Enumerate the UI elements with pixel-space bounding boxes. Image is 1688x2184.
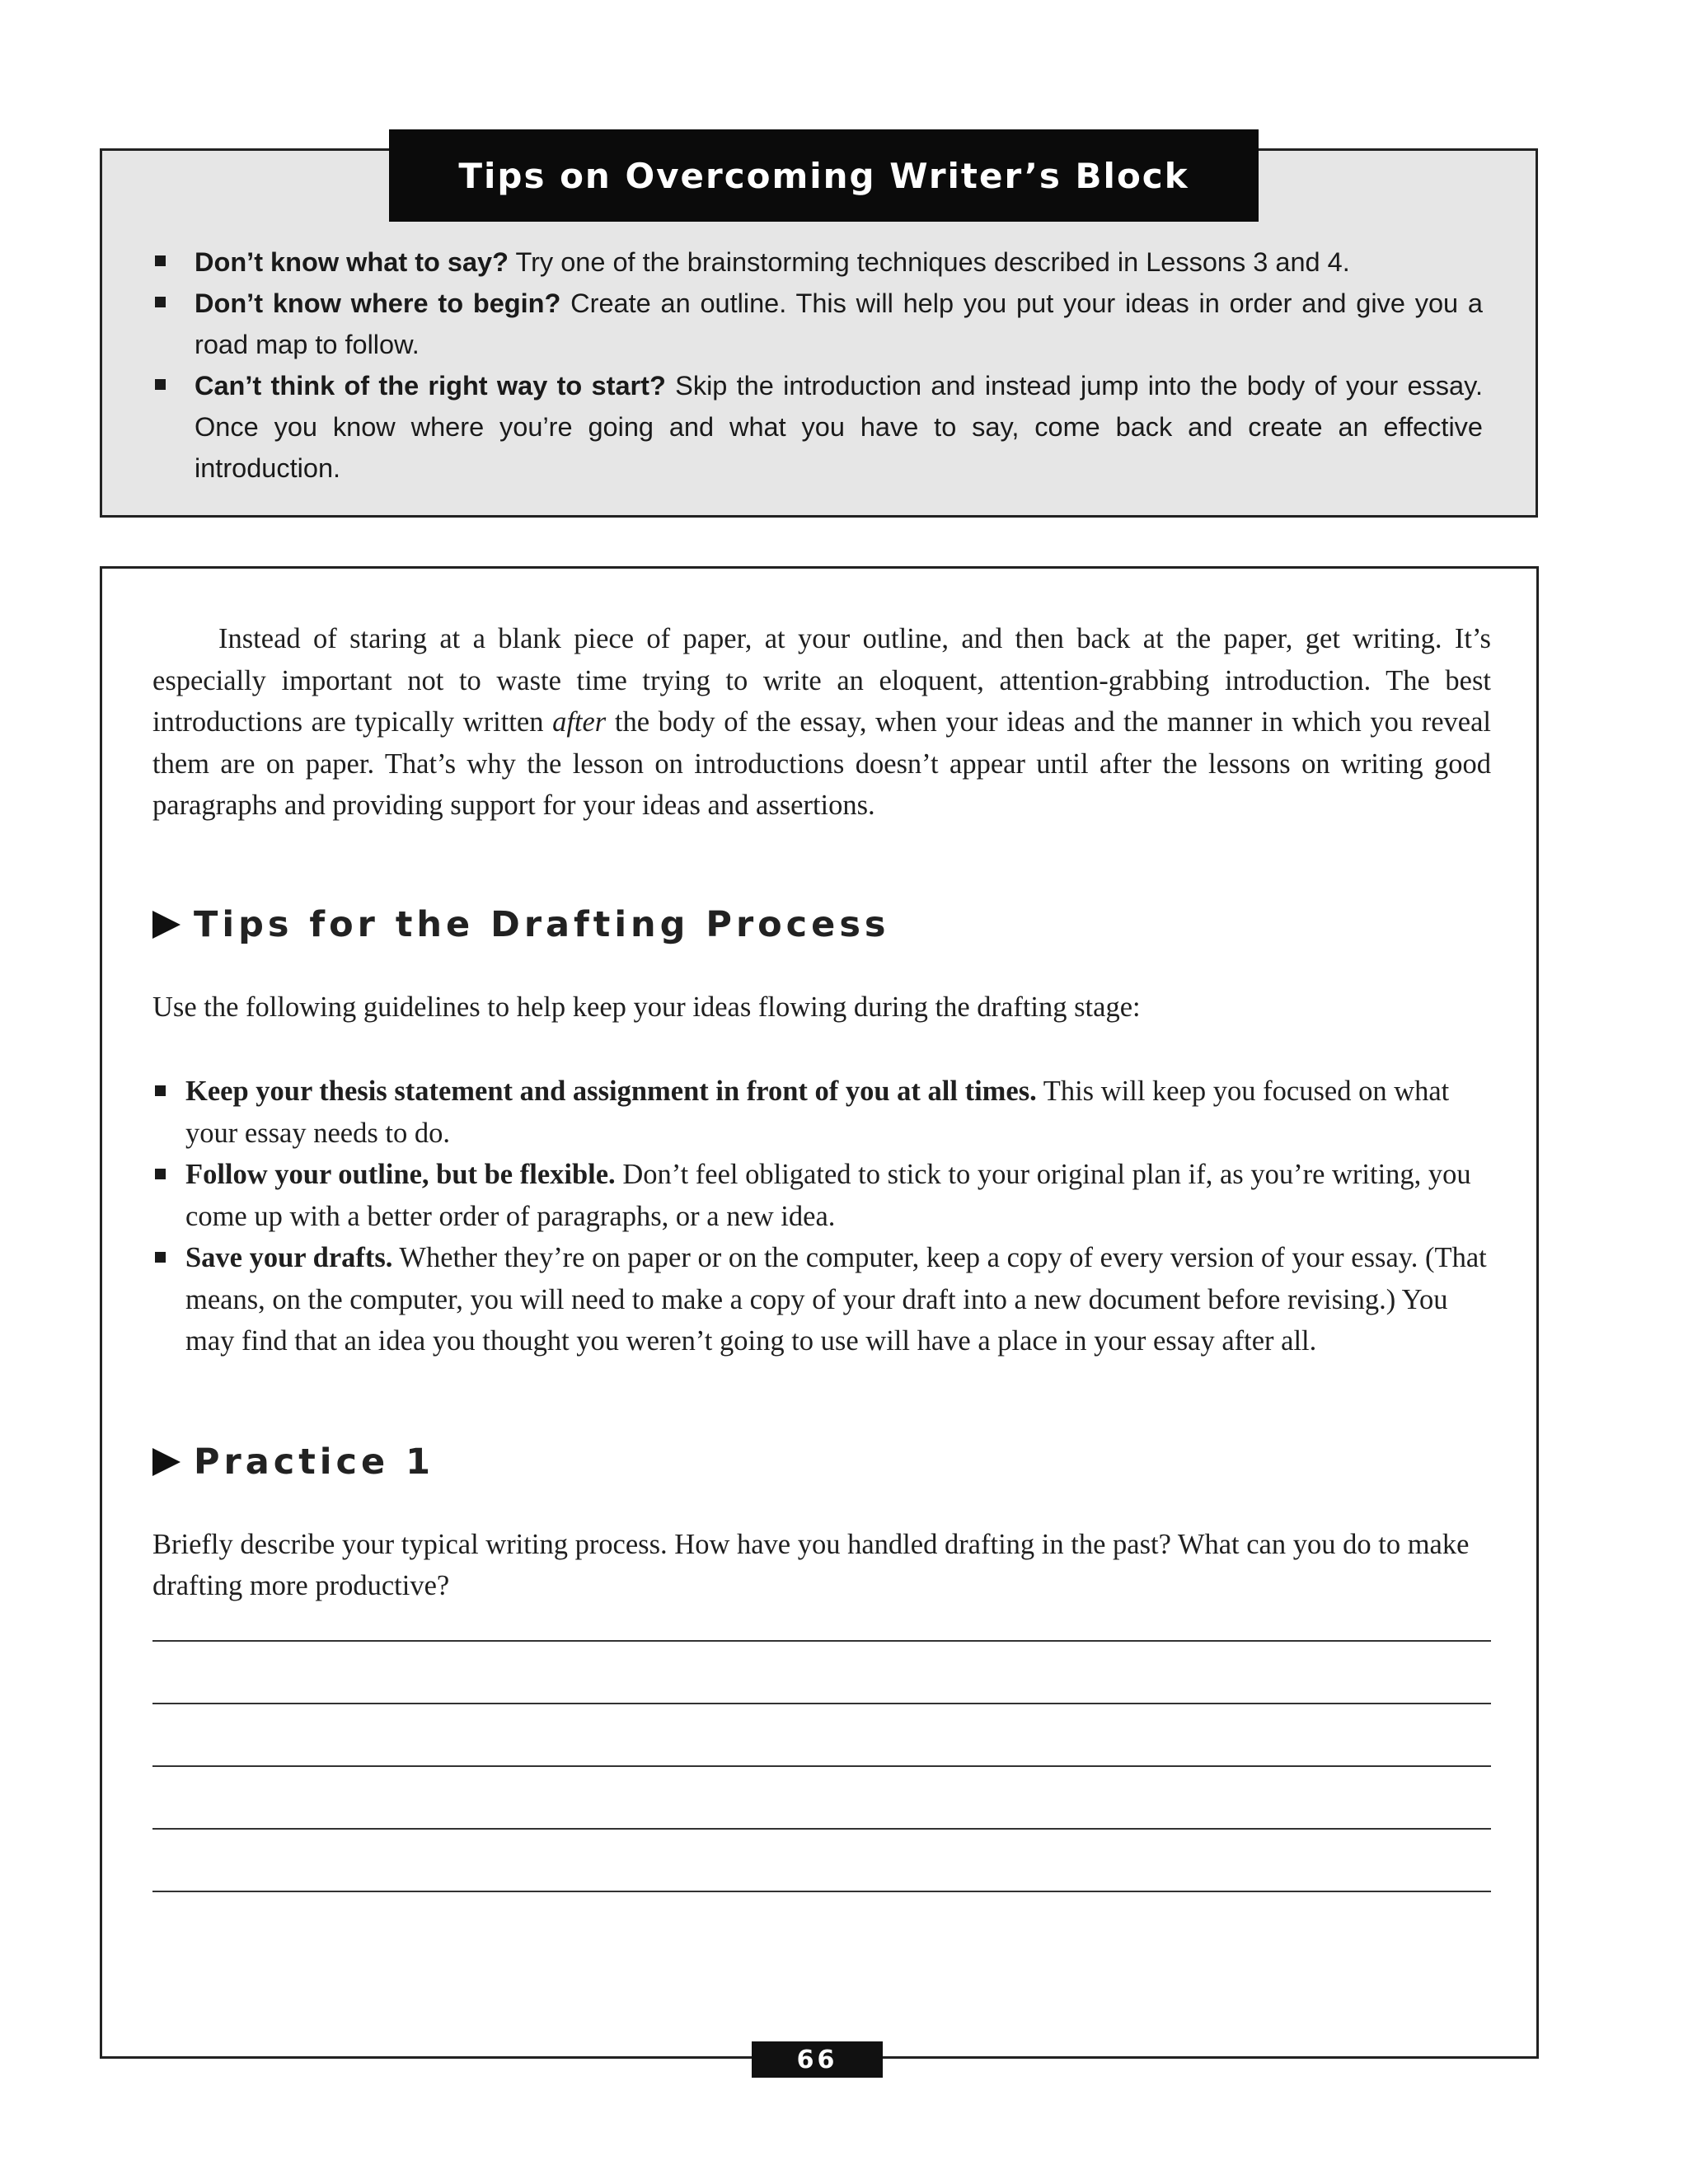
guideline-bold: Save your drafts.	[185, 1242, 393, 1273]
list-item	[152, 1154, 1491, 1237]
tip-text: Try one of the brainstorming techniques described in Lessons 3 and 4.	[509, 247, 1350, 277]
list-item	[152, 1071, 1491, 1154]
square-bullet-icon	[155, 1169, 166, 1179]
answer-line[interactable]	[152, 1765, 1491, 1767]
intro-text-after: the body of the essay, when your ideas and the manner in which you reveal them are on paper. That’s why the lesson on introductions doesn’t appear until after the lessons on writing good paragraphs and providing support for your ideas and assertions.	[152, 706, 1491, 821]
guideline-text: Whether they’re on paper or on the computer, keep a copy of every version of your essay. (That means, on the computer, you will need to make a copy of your draft into a new document before revising.) You may find that an idea you thought you weren’t going to use will have a place in your essay after all.	[185, 1242, 1487, 1357]
drafting-heading-text: Tips for the Drafting Process	[194, 903, 890, 945]
list-item	[152, 1237, 1491, 1362]
tips-item	[102, 241, 1536, 283]
square-bullet-icon	[155, 297, 166, 307]
tips-list	[102, 241, 1536, 489]
answer-line[interactable]	[152, 1891, 1491, 1892]
page-number: 66	[752, 2041, 883, 2078]
intro-paragraph	[152, 618, 1491, 827]
main-content	[152, 618, 1491, 1953]
square-bullet-icon	[155, 255, 166, 266]
tip-text: Skip the introduction and instead jump into the body of your essay. Once you know where you’re going and what you have to say, come back and create an effective introduction.	[195, 371, 1483, 483]
square-bullet-icon	[155, 1252, 166, 1263]
guideline-text: Don’t feel obligated to stick to your original plan if, as you’re writing, you come up with a better order of paragraphs, or a new idea.	[185, 1159, 1471, 1232]
answer-line[interactable]	[152, 1703, 1491, 1704]
guideline-bold: Keep your thesis statement and assignment in front of you at all times.	[185, 1076, 1037, 1107]
square-bullet-icon	[155, 1085, 166, 1096]
tip-bold: Don’t know what to say?	[195, 247, 509, 277]
intro-text-before: Instead of staring at a blank piece of paper, at your outline, and then back at the paper, get writing. It’s especially important not to waste time trying to write an eloquent, attention-grabbing introduction. The best introductions are typically written	[152, 623, 1491, 738]
answer-line[interactable]	[152, 1640, 1491, 1642]
practice-heading	[152, 1441, 1491, 1483]
triangle-arrow-icon	[152, 911, 181, 939]
drafting-guidelines-list	[152, 1071, 1491, 1362]
tip-bold: Don’t know where to begin?	[195, 288, 561, 318]
tips-item	[102, 365, 1536, 489]
answer-lines	[152, 1640, 1491, 1892]
guideline-text: This will keep you focused on what your essay needs to do.	[185, 1076, 1450, 1149]
tip-bold: Can’t think of the right way to start?	[195, 371, 666, 401]
intro-italic: after	[552, 706, 607, 738]
drafting-heading	[152, 904, 1491, 945]
tips-box-title: Tips on Overcoming Writer’s Block	[389, 129, 1259, 222]
main-content-box	[100, 566, 1539, 2059]
tips-item	[102, 283, 1536, 365]
answer-line[interactable]	[152, 1828, 1491, 1830]
triangle-arrow-icon	[152, 1448, 181, 1476]
tip-text: Create an outline. This will help you put your ideas in order and give you a road map to follow.	[195, 288, 1483, 359]
guidelines-intro: Use the following guidelines to help keep your ideas flowing during the drafting stage:	[152, 991, 1141, 1023]
practice-heading-text: Practice 1	[194, 1441, 435, 1483]
practice-question: Briefly describe your typical writing process. How have you handled drafting in the past? What can you do to make drafting more productive?	[152, 1528, 1470, 1601]
guideline-bold: Follow your outline, but be flexible.	[185, 1159, 616, 1190]
square-bullet-icon	[155, 379, 166, 390]
